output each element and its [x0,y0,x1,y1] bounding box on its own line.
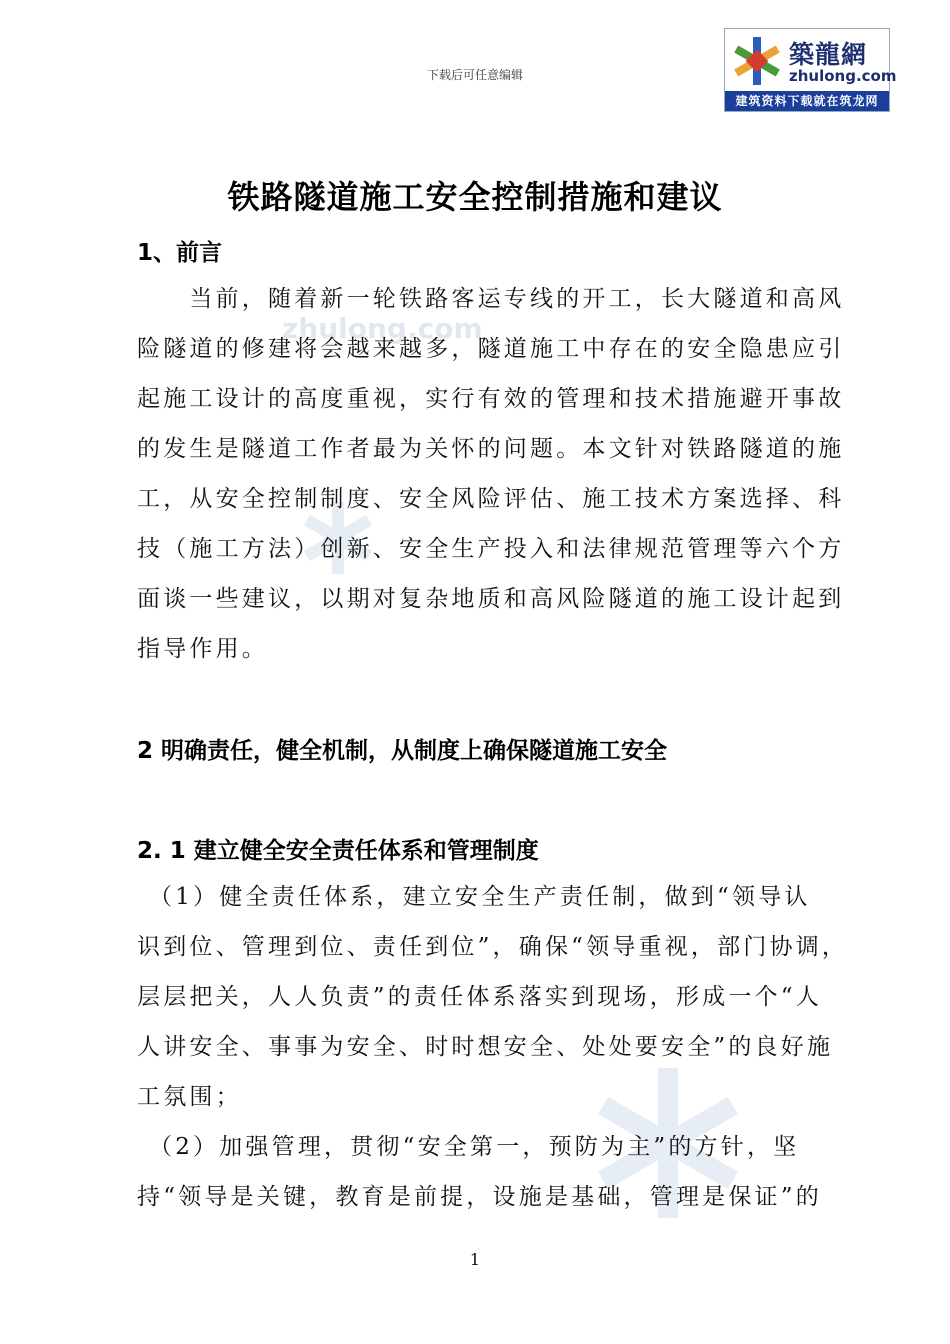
header-note: 下载后可任意编辑 [426,68,523,82]
paragraph-line: 面谈一些建议，以期对复杂地质和高风险隧道的施工设计起到 [137,586,845,612]
logo-name-cn: 築龍網 [789,40,868,69]
watermark-text: zhulong.com [282,312,483,345]
zhulong-snowflake-icon [731,35,783,87]
paragraph-line: 险隧道的修建将会越来越多，隧道施工中存在的安全隐患应引 [137,336,845,362]
paragraph-line: 技（施工方法）创新、安全生产投入和法律规范管理等六个方 [137,536,845,562]
section-heading: 2. 1 建立健全安全责任体系和管理制度 [137,838,539,864]
paragraph-line: 持“领导是关键，教育是前提，设施是基础，管理是保证”的 [137,1184,822,1210]
page-number: 1 [469,1250,481,1269]
paragraph-line: （2）加强管理，贯彻“安全第一，预防为主”的方针，坚 [149,1134,800,1160]
logo-slogan: 建筑资料下载就在筑龙网 [725,91,889,111]
paragraph-line: 识到位、管理到位、责任到位”，确保“领导重视，部门协调， [137,934,849,960]
paragraph-line: 工氛围； [137,1084,242,1110]
paragraph-line: （1）健全责任体系，建立安全生产责任制，做到“领导认 [149,884,811,910]
paragraph-line: 的发生是隧道工作者最为关怀的问题。本文针对铁路隧道的施 [137,436,845,462]
paragraph-line: 指导作用。 [137,636,268,662]
logo-top [725,29,897,91]
section-heading: 1、前言 [137,240,223,266]
paragraph-line: 起施工设计的高度重视，实行有效的管理和技术措施避开事故 [137,386,845,412]
paragraph-line: 当前，随着新一轮铁路客运专线的开工，长大隧道和高风 [137,286,845,312]
document-title: 铁路隧道施工安全控制措施和建议 [227,178,723,216]
section-heading: 2 明确责任，健全机制，从制度上确保隧道施工安全 [137,738,668,764]
paragraph-line: 层层把关，人人负责”的责任体系落实到现场，形成一个“人 [137,984,822,1010]
paragraph-line: 工，从安全控制制度、安全风险评估、施工技术方案选择、科 [137,486,845,512]
zhulong-logo[interactable] [724,28,897,112]
paragraph-line: 人讲安全、事事为安全、时时想安全、处处要安全”的良好施 [137,1034,834,1060]
section-paragraph [137,872,849,1222]
logo-domain: zhulong.com [789,67,897,85]
section-paragraph [137,274,845,674]
